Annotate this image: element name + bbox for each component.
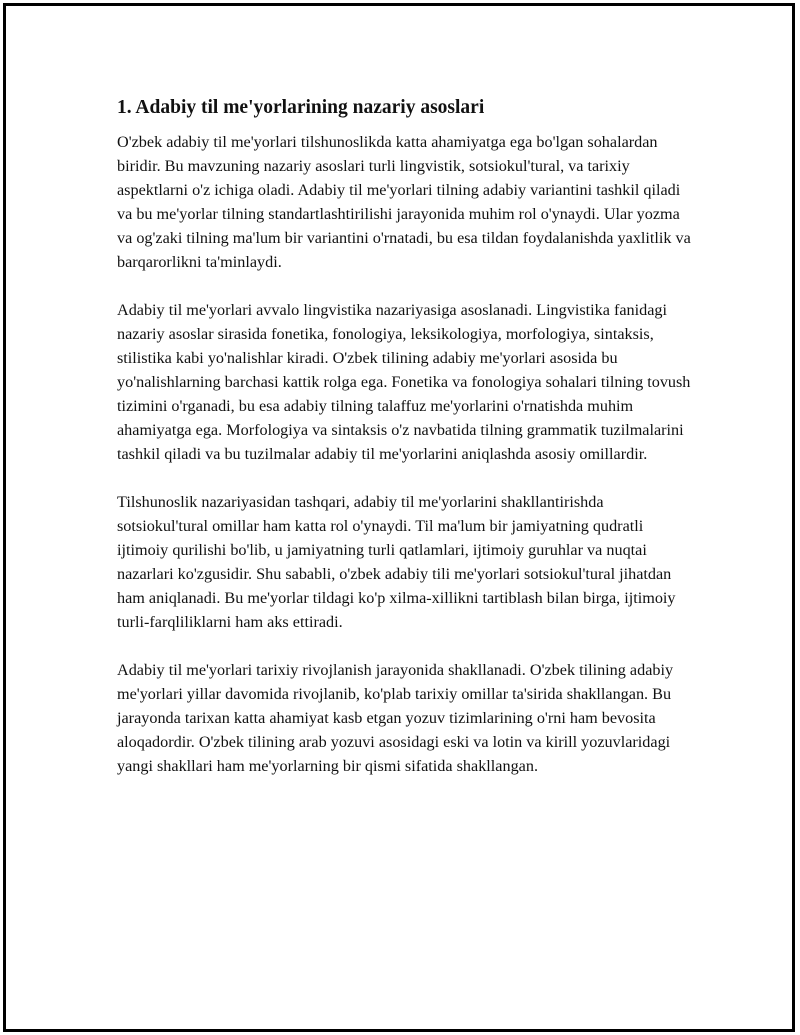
paragraph-1: O'zbek adabiy til me'yorlari tilshunoslikda katta ahamiyatga ega bo'lgan sohalardan biridir. Bu mavzuning nazariy asoslari turli lingvistik, sotsiokul'tural, va tarixiy aspektlarni o'z ichiga oladi. Adabiy til me'yorlari tilning adabiy variantini tashkil qiladi va bu me'yorlar tilning standartlashtirilishi jarayonida muhim rol o'ynaydi. Ular yozma va og'zaki tilning ma'lum bir variantini o'rnatadi, bu esa tildan foydalanishda yaxlitlik va barqarorlikni ta'minlaydi. bbox=[117, 133, 691, 271]
document-body bbox=[117, 96, 692, 802]
paragraph-3: Tilshunoslik nazariyasidan tashqari, adabiy til me'yorlarini shakllantirishda sotsiokul'tural omillar ham katta rol o'ynaydi. Til ma'lum bir jamiyatning qudratli ijtimoiy qurilishi bo'lib, u jamiyatning turli qatlamlari, ijtimoiy guruhlar va nuqtai nazarlari ko'zgusidir. Shu sababli, o'zbek adabiy tili me'yorlari sotsiokul'tural jihatdan ham aniqlanadi. Bu me'yorlar tildagi ko'p xilma-xillikni tartiblash bilan birga, ijtimoiy turli-farqliliklarni ham aks ettiradi. bbox=[117, 493, 676, 631]
paragraph-4: Adabiy til me'yorlari tarixiy rivojlanish jarayonida shakllanadi. O'zbek tilining adabiy me'yorlari yillar davomida rivojlanib, ko'plab tarixiy omillar ta'sirida shakllangan. Bu jarayonda tarixan katta ahamiyat kasb etgan yozuv tizimlarining o'rni ham bevosita aloqadordir. O'zbek tilining arab yozuvi asosidagi eski va lotin va kirill yozuvlaridagi yangi shakllari ham me'yorlarning bir qismi sifatida shakllangan. bbox=[117, 661, 674, 775]
paragraph-2: Adabiy til me'yorlari avvalo lingvistika nazariyasiga asoslanadi. Lingvistika fanidagi nazariy asoslar sirasida fonetika, fonologiya, leksikologiya, morfologiya, sintaksis, stilistika kabi yo'nalishlar kiradi. O'zbek tilining adabiy me'yorlari asosida bu yo'nalishlarning barchasi kattik rolga ega. Fonetika va fonologiya sohalari tilning tovush tizimini o'rganadi, bu esa adabiy tilning talaffuz me'yorlarini o'rnatishda muhim ahamiyatga ega. Morfologiya va sintaksis o'z navbatida tilning grammatik tuzilmalarini tashkil qiladi va bu tuzilmalar adabiy til me'yorlarini aniqlashda asosiy omillardir. bbox=[117, 301, 691, 463]
section-heading: 1. Adabiy til me'yorlarining nazariy asoslari bbox=[117, 97, 485, 118]
